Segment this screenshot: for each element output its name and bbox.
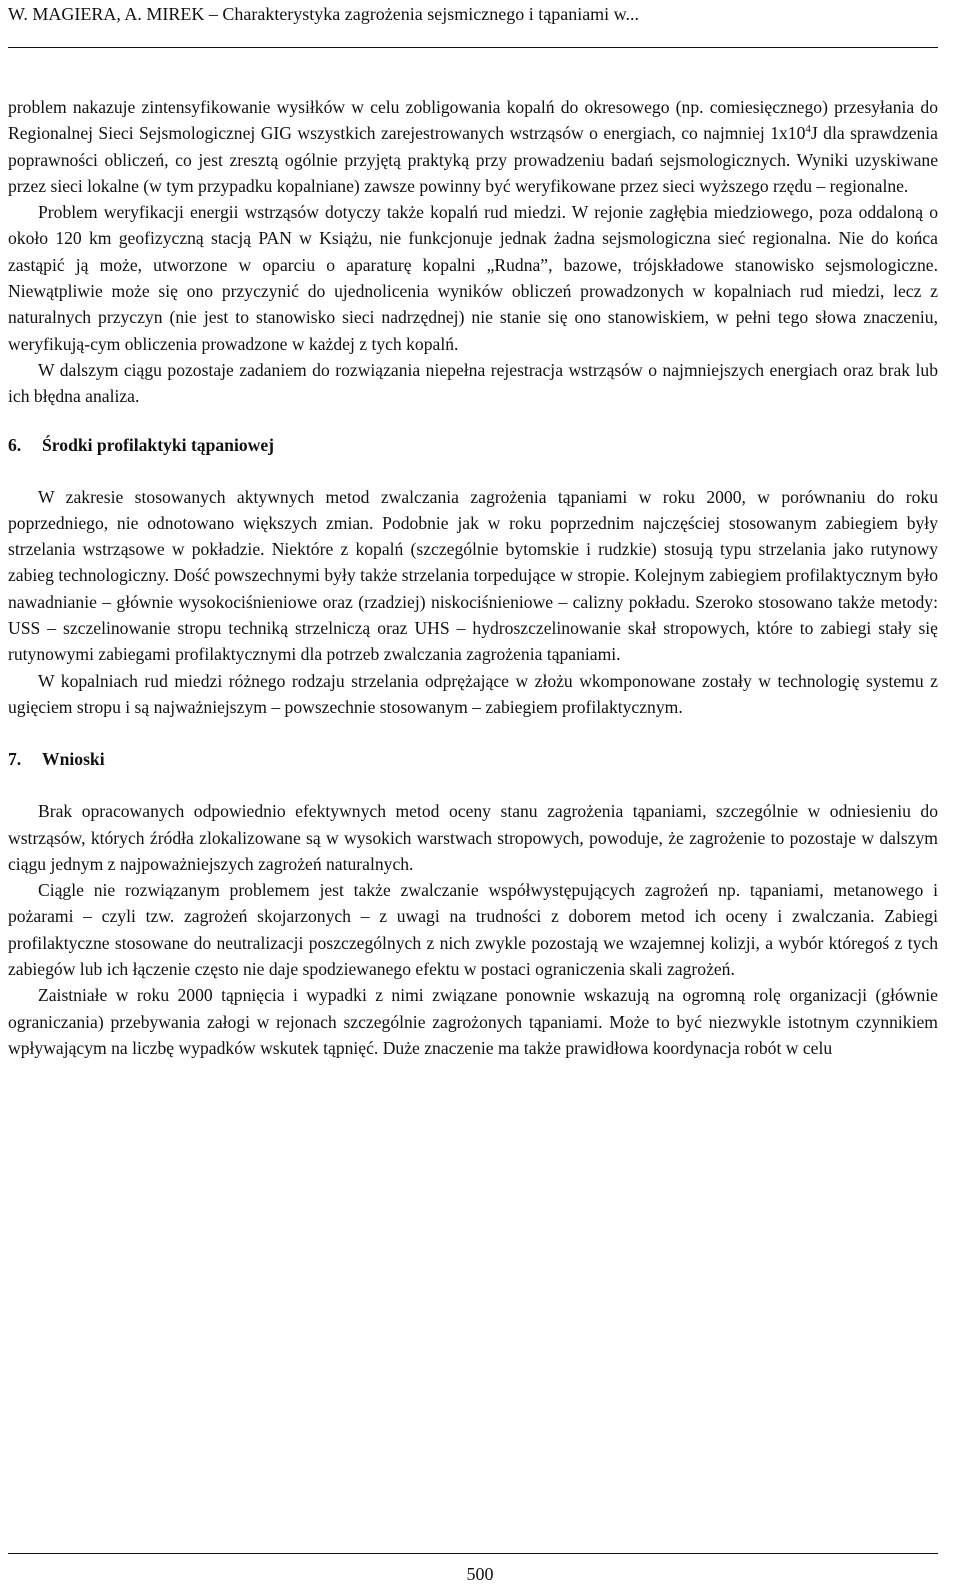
paragraph: W kopalniach rud miedzi różnego rodzaju strzelania odprężające w złożu wkomponowane zostały w technologię systemu z ugięciem stropu i są najważniejszym – powszechnie stosowanym – zabiegiem profilaktycznym.: [8, 670, 938, 717]
spacer: [8, 720, 938, 746]
running-header: W. MAGIERA, A. MIREK – Charakterystyka zagrożenia sejsmicznego i tąpaniami w...: [8, 4, 640, 24]
section-title: Wnioski: [42, 749, 105, 770]
section-number: 7.: [8, 749, 22, 770]
paragraph-continuation: [8, 94, 938, 199]
paragraph: Ciągle nie rozwiązanym problemem jest także zwalczanie współwystępujących zagrożeń np. tąpaniami, metanowego i pożarami – czyli tzw. zagrożeń skojarzonych – z uwagi na trudności z doborem metod ich oceny i zwalczania. Zabiegi profilaktyczne stosowane do neutralizacji poszczególnych z nich zwykle pozostają we wzajemnej kolizji, a wybór któregoś z tych zabiegów lub ich łączenie często nie daje spodziewanego efektu w postaci ograniczenia skali zagrożeń.: [8, 880, 938, 980]
spacer: [8, 772, 938, 798]
paragraph: Brak opracowanych odpowiednio efektywnych metod oceny stanu zagrożenia tąpaniami, szczególnie w odniesieniu do wstrząsów, których źródła zlokalizowane są w wysokich warstwach stropowych, powoduje, że zagrożenie to pozostaje w dalszym ciągu jednym z najpoważniejszych zagrożeń naturalnych.: [8, 801, 938, 874]
paragraph-text: problem nakazuje zintensyfikowanie wysiłków w celu zobligowania kopalń do okresowego (np. comiesięcznego) przesyłania do Regionalnej Sieci Sejsmologicznej GIG wszystkich zarejestrowanych wstrząsów o energiach, co najmniej 1x10: [8, 97, 938, 144]
section-heading: [8, 432, 938, 458]
section-title: Środki profilaktyki tąpaniowej: [42, 434, 275, 455]
header-rule: [8, 47, 938, 48]
paragraph-text: J dla sprawdzenia poprawności obliczeń, co jest zresztą ogólnie przyjętą praktyką przy prowadzeniu badań sejsmologicznych. Wyniki uzyskiwane przez sieci lokalne (w tym przypadku kopalniane) zawsze powinny być weryfikowane przez sieci wyższego rzędu – regionalne.: [8, 123, 938, 196]
spacer: [8, 410, 938, 432]
page-number: 500: [466, 1564, 494, 1584]
superscript-exponent: 4: [805, 123, 811, 136]
spacer: [8, 458, 938, 484]
section-heading: [8, 746, 938, 772]
paragraph: Problem weryfikacji energii wstrząsów dotyczy także kopalń rud miedzi. W rejonie zagłębia miedziowego, poza oddaloną o około 120 km geofizyczną stacją PAN w Książu, nie funkcjonuje jednak żadna sejsmologiczna sieć regionalna. Nie do końca zastąpić ją może, utworzone w oparciu o aparaturę kopalni „Rudna”, bazowe, trójskładowe stanowisko sejsmologiczne. Niewątpliwie może się ono przyczynić do ujednolicenia wyników obliczeń prowadzonych w kopalniach rud miedzi, lecz z naturalnych przyczyn (nie jest to stanowisko sieci nadrzędnej) nie stanie się ono stanowiskiem, w pełni tego słowa znaczeniu, weryfikują-cym obliczenia prowadzone w każdej z tych kopalń.: [8, 202, 938, 354]
footer-rule: [8, 1553, 938, 1554]
section-number: 6.: [8, 434, 22, 455]
paragraph: W zakresie stosowanych aktywnych metod zwalczania zagrożenia tąpaniami w roku 2000, w porównaniu do roku poprzedniego, nie odnotowano większych zmian. Podobnie jak w roku poprzednim najczęściej stosowanym zabiegiem były strzelania wstrząsowe w pokładzie. Niektóre z kopalń (szczególnie bytomskie i rudzkie) stosują typu strzelania jako rutynowy zabieg technologiczny. Dość powszechnymi były także strzelania torpedujące w stropie. Kolejnym zabiegiem profilaktycznym było nawadnianie – głównie wysokociśnieniowe oraz (rzadziej) niskociśnieniowe – calizny pokładu. Szeroko stosowano także metody: USS – szczelinowanie stropu techniką strzelniczą oraz UHS – hydroszczelinowanie skał stropowych, które to zabiegi stały się rutynowymi zabiegami profilaktycznymi dla potrzeb zwalczania zagrożenia tąpaniami.: [8, 486, 938, 665]
paragraph: W dalszym ciągu pozostaje zadaniem do rozwiązania niepełna rejestracja wstrząsów o najmniejszych energiach oraz brak lub ich błędna analiza.: [8, 359, 938, 407]
paragraph: Zaistniałe w roku 2000 tąpnięcia i wypadki z nimi związane ponownie wskazują na ogromną rolę organizacji (głównie ograniczania) przebywania załogi w rejonach szczególnie zagrożonych tąpaniami. Może to być niezwykle istotnym czynnikiem wpływającym na liczbę wypadków wskutek tąpnięć. Duże znaczenie ma także prawidłowa koordynacja robót w celu: [8, 985, 938, 1058]
page-body: [8, 94, 938, 1061]
